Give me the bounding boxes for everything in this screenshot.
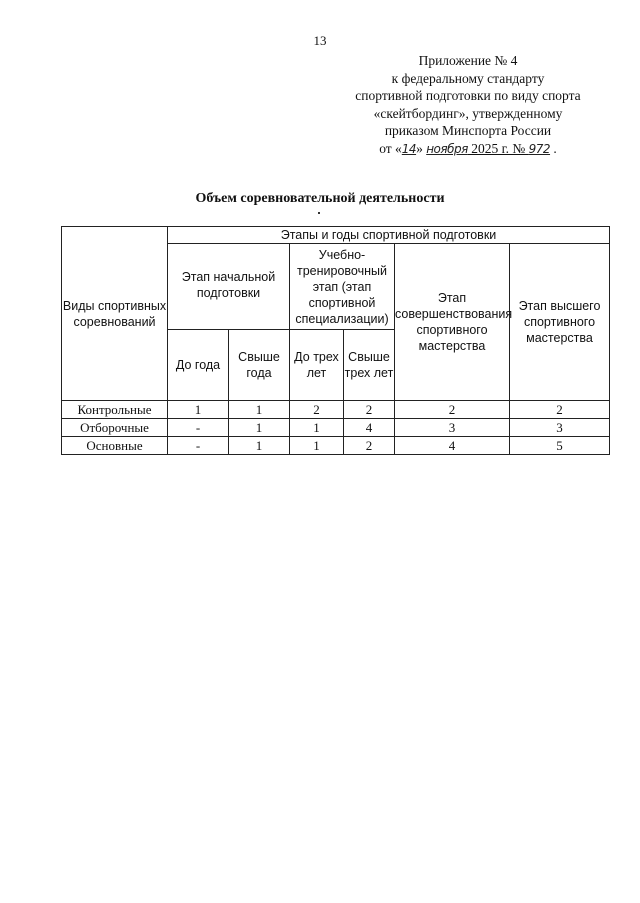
date-suffix: . [550, 140, 557, 156]
table-cell: 5 [510, 437, 610, 455]
table-cell: 1 [229, 419, 290, 437]
header-upto-year: До года [168, 330, 229, 401]
table-cell: - [168, 419, 229, 437]
table-row [62, 437, 610, 455]
dot-mark [318, 212, 320, 214]
header-stage-training: Учебно-тренировочный этап (этап спортивной специализации) [290, 244, 395, 330]
header-over-three: Свыше трех лет [344, 330, 395, 401]
table-cell: 1 [168, 401, 229, 419]
header-over-year: Свыше года [229, 330, 290, 401]
date-year: 2025 г. № [467, 140, 529, 156]
order-number: 972 [528, 141, 551, 156]
appendix-title: Приложение № 4 [418, 53, 518, 68]
header-stage-higher: Этап высшего спортивного мастерства [510, 244, 610, 401]
header-stage-improvement: Этап совершенствования спортивного мастерства [395, 244, 510, 401]
table-row [62, 401, 610, 419]
table-cell: 4 [395, 437, 510, 455]
header-competition-kinds: Виды спортивных соревнований [62, 227, 168, 401]
table-cell: 3 [510, 419, 610, 437]
table-cell: 1 [229, 401, 290, 419]
header-stages-group: Этапы и годы спортивной подготовки [168, 227, 610, 244]
page-number: 13 [313, 33, 327, 48]
table-cell: - [168, 437, 229, 455]
table-cell: 2 [510, 401, 610, 419]
table-cell: 4 [344, 419, 395, 437]
appendix-date-line [330, 140, 606, 159]
table-cell: 2 [395, 401, 510, 419]
appendix-sport: спортивной подготовки по виду спорта [355, 88, 581, 103]
header-stage-initial: Этап начальной подготовки [168, 244, 290, 330]
document-title: Объем соревновательной деятельности [195, 191, 445, 206]
table-cell: 2 [344, 401, 395, 419]
appendix-block [330, 52, 606, 158]
competition-table [61, 226, 610, 455]
table-cell: 2 [290, 401, 344, 419]
date-prefix: от « [379, 140, 402, 156]
appendix-approved: «скейтбординг», утвержденному [373, 105, 563, 121]
appendix-ministry: приказом Минспорта России [384, 123, 552, 138]
date-month: ноября [426, 141, 468, 156]
row-name: Отборочные [62, 419, 168, 437]
table-cell: 3 [395, 419, 510, 437]
table-cell: 1 [229, 437, 290, 455]
date-mid: » [416, 140, 427, 156]
table-cell: 2 [344, 437, 395, 455]
table-cell: 1 [290, 419, 344, 437]
row-name: Основные [62, 437, 168, 455]
header-upto-three: До трех лет [290, 330, 344, 401]
row-name: Контрольные [62, 401, 168, 419]
table-row [62, 419, 610, 437]
appendix-standard: к федеральному стандарту [391, 70, 545, 86]
date-day: 14 [401, 141, 417, 156]
table-cell: 1 [290, 437, 344, 455]
